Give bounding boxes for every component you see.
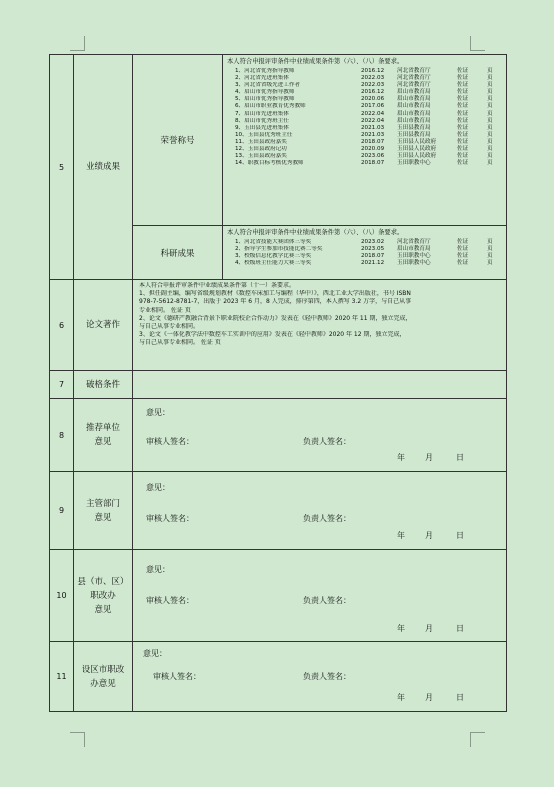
item-evidence: 佐证 <box>457 68 469 74</box>
title-line: 职改办 <box>90 590 116 601</box>
row-number: 11 <box>50 642 74 712</box>
row-opinion <box>50 642 507 712</box>
item-title: 9、玉田县先进班集体 <box>235 124 289 131</box>
item-issuer: 玉田县人民政府 <box>397 138 437 145</box>
item-issuer: 河北省教育厅 <box>397 239 431 245</box>
item-title: 2、指导学生参加市技能比赛二等奖 <box>235 246 323 253</box>
exception-content[interactable] <box>133 371 507 399</box>
item-date: 2021.03 <box>361 131 385 138</box>
item-title: 2、河北省先进班集体 <box>235 75 289 82</box>
item-title: 6、眉山市职业教育优秀教师 <box>235 103 306 110</box>
item-title: 1、河北省优秀指导教师 <box>235 68 295 74</box>
leader-signature-label: 负责人签名： <box>303 514 351 523</box>
date-year: 年 <box>397 693 405 702</box>
item-evidence: 佐证 <box>457 260 469 267</box>
opinion-label: 意见： <box>146 565 170 574</box>
item-date: 2018.07 <box>361 138 385 145</box>
row-number: 6 <box>50 280 74 371</box>
date-year: 年 <box>397 531 405 540</box>
item-date: 2020.06 <box>361 96 385 103</box>
item-page: 页 <box>487 124 493 131</box>
list-item <box>235 111 502 118</box>
title-line: 县（市、区） <box>77 576 129 587</box>
row-opinion <box>50 550 507 642</box>
item-title: 3、河北省省级先进工作者 <box>235 82 301 89</box>
item-date: 2016.12 <box>361 68 385 74</box>
item-date: 2018.07 <box>361 160 385 167</box>
title-line: 推荐单位 <box>85 423 120 433</box>
row-title-recommending-unit <box>74 399 133 472</box>
item-page: 页 <box>487 96 493 103</box>
row-title-exception: 破格条件 <box>74 371 133 399</box>
item-title: 10、玉田县优秀班主任 <box>235 131 293 138</box>
title-line: 办意见 <box>90 678 116 689</box>
opinion-cell[interactable] <box>133 472 507 550</box>
paragraph-line: 与自己从事专业相同。 <box>139 323 200 331</box>
date-month: 月 <box>425 453 433 462</box>
title-line: 意见 <box>94 512 112 523</box>
item-issuer: 眉山市教育局 <box>397 117 431 124</box>
item-issuer: 眉山市教育局 <box>397 89 431 96</box>
list-item <box>235 160 502 167</box>
item-issuer: 眉山市教育局 <box>397 96 431 103</box>
date-month: 月 <box>425 624 433 633</box>
item-page: 页 <box>487 160 493 167</box>
item-page: 页 <box>487 117 493 124</box>
honor-requirement: 本人符合申报评审条件中业绩成果条件第（六）、（八）条要求。 <box>227 58 404 65</box>
item-date: 2022.04 <box>361 117 385 124</box>
paragraph-line: 1、担任副主编，编写省级规划教材《数控车床加工与编程（华中）》，西北工业大学出版社，书号 ISBN <box>139 290 411 298</box>
paragraph-line: 3、论文《一体化教学法中数控车工实训中的应用》发表在《轻中教师》2020 年 12 期，独立完成， <box>139 331 406 339</box>
list-item <box>235 125 502 132</box>
row-number: 5 <box>50 55 74 280</box>
row-title-city-office <box>74 642 133 712</box>
item-date: 2020.09 <box>361 146 385 153</box>
crop-mark-top-left <box>70 36 85 51</box>
item-date: 2021.12 <box>361 260 385 267</box>
item-evidence: 佐证 <box>457 153 469 160</box>
date-year: 年 <box>397 624 405 633</box>
list-item <box>235 132 502 139</box>
item-evidence: 佐证 <box>457 110 469 117</box>
papers-paragraph <box>133 280 506 350</box>
item-title: 5、眉山市优秀指导教师 <box>235 96 295 103</box>
row-title-achievements: 业绩成果 <box>74 55 133 280</box>
item-issuer: 玉田县人民政府 <box>397 153 437 160</box>
title-line: 意见 <box>94 437 112 447</box>
item-evidence: 佐证 <box>457 124 469 131</box>
item-date: 2022.03 <box>361 82 385 89</box>
list-item <box>235 260 502 267</box>
item-page: 页 <box>487 89 493 96</box>
opinion-cell[interactable] <box>133 642 507 712</box>
item-date: 2023.06 <box>361 153 385 160</box>
item-title: 3、校级信息化教学比赛三等奖 <box>235 253 312 260</box>
item-evidence: 佐证 <box>457 131 469 138</box>
item-date: 2016.12 <box>361 89 385 96</box>
leader-signature-label: 负责人签名： <box>303 437 351 446</box>
item-evidence: 佐证 <box>457 253 469 260</box>
item-evidence: 佐证 <box>457 117 469 124</box>
item-issuer: 玉田县人民政府 <box>397 146 437 153</box>
item-evidence: 佐证 <box>457 75 469 82</box>
item-evidence: 佐证 <box>457 103 469 110</box>
honor-list <box>223 68 506 169</box>
item-page: 页 <box>487 75 493 82</box>
date-month: 月 <box>425 693 433 702</box>
item-title: 12、玉田县政府记功 <box>235 146 287 153</box>
reviewer-signature-label: 审核人签名： <box>146 514 194 523</box>
item-evidence: 佐证 <box>457 82 469 89</box>
paragraph-line: 2、论文《德研产教融合背景下职业院校企合作动力》发表在《轻中教师》2020 年 11 期，独立完成， <box>139 314 412 322</box>
reviewer-signature-label: 审核人签名： <box>146 596 194 605</box>
date-month: 月 <box>425 531 433 540</box>
item-evidence: 佐证 <box>457 160 469 167</box>
item-evidence: 佐证 <box>457 96 469 103</box>
item-evidence: 佐证 <box>457 239 469 245</box>
reviewer-signature-label: 审核人签名： <box>153 672 201 681</box>
item-evidence: 佐证 <box>457 146 469 153</box>
item-page: 页 <box>487 131 493 138</box>
research-requirement: 本人符合申报评审条件中业绩成果条件第（六）、（八）条要求。 <box>227 229 404 236</box>
list-item <box>235 103 502 110</box>
reviewer-signature-label: 审核人签名： <box>146 437 194 446</box>
opinion-label: 意见： <box>146 483 170 492</box>
item-page: 页 <box>487 82 493 89</box>
item-issuer: 眉山市教育局 <box>397 103 431 110</box>
item-issuer: 眉山市教育局 <box>397 246 431 253</box>
date-year: 年 <box>397 453 405 462</box>
item-evidence: 佐证 <box>457 89 469 96</box>
opinion-label: 意见： <box>146 408 170 417</box>
item-issuer: 玉田县教育局 <box>397 124 431 131</box>
item-title: 8、眉山市优秀班主任 <box>235 117 289 124</box>
item-page: 页 <box>487 253 493 260</box>
title-line: 主管部门 <box>85 498 120 509</box>
item-evidence: 佐证 <box>457 246 469 253</box>
paragraph-line: 本人符合申报评审条件中业绩成果条件第（十一）条要求。 <box>139 282 296 289</box>
item-issuer: 河北省教育厅 <box>397 75 431 82</box>
crop-mark-bottom-left <box>70 732 85 747</box>
item-issuer: 玉田职教中心 <box>397 253 431 260</box>
item-page: 页 <box>487 260 493 267</box>
item-date: 2022.04 <box>361 110 385 117</box>
crop-mark-bottom-right <box>470 732 485 747</box>
paragraph-line: 专业相同。 佐证 页 <box>139 306 191 314</box>
item-title: 13、玉田县政府嘉奖 <box>235 153 287 160</box>
item-issuer: 玉田职教中心 <box>397 160 431 167</box>
title-line: 意见 <box>94 604 112 615</box>
date-day: 日 <box>456 693 464 702</box>
opinion-cell[interactable] <box>133 399 507 472</box>
item-date: 2018.07 <box>361 253 385 260</box>
research-list <box>223 239 506 269</box>
item-page: 页 <box>487 153 493 160</box>
item-page: 页 <box>487 239 493 245</box>
row-number: 8 <box>50 399 74 472</box>
item-title: 7、眉山市先进班集体 <box>235 110 289 117</box>
row-number: 9 <box>50 472 74 550</box>
crop-mark-top-right <box>470 36 485 51</box>
item-date: 2023.05 <box>361 246 385 253</box>
item-title: 11、玉田县政府嘉奖 <box>235 138 287 145</box>
item-page: 页 <box>487 246 493 253</box>
row-title-supervising-dept <box>74 472 133 550</box>
research-content <box>223 226 507 280</box>
honor-content <box>223 55 507 226</box>
item-title: 14、职教目标考核优秀教师 <box>235 160 304 167</box>
item-date: 2021.03 <box>361 124 385 131</box>
item-evidence: 佐证 <box>457 138 469 145</box>
row-number: 10 <box>50 550 74 642</box>
application-form-table <box>49 54 507 712</box>
date-day: 日 <box>456 453 464 462</box>
item-page: 页 <box>487 110 493 117</box>
leader-signature-label: 负责人签名： <box>303 596 351 605</box>
leader-signature-label: 负责人签名： <box>303 672 351 681</box>
papers-content <box>133 280 507 371</box>
research-label: 科研成果 <box>133 226 223 280</box>
opinion-cell[interactable] <box>133 550 507 642</box>
list-item <box>235 118 502 125</box>
item-issuer: 河北省教育厅 <box>397 82 431 89</box>
row-opinion <box>50 472 507 550</box>
item-issuer: 玉田职教中心 <box>397 260 431 267</box>
item-date: 2023.02 <box>361 239 385 245</box>
date-day: 日 <box>456 624 464 633</box>
item-issuer: 河北省教育厅 <box>397 68 431 74</box>
row-opinion <box>50 399 507 472</box>
row-title-county-office <box>74 550 133 642</box>
honor-label: 荣誉称号 <box>133 55 223 226</box>
paragraph-line: 与自己从事专业相同。 佐证 页 <box>139 339 221 347</box>
row-papers <box>50 280 507 371</box>
item-issuer: 玉田县教育局 <box>397 131 431 138</box>
item-date: 2022.03 <box>361 75 385 82</box>
row-title-papers: 论文著作 <box>74 280 133 371</box>
opinion-label: 意见： <box>143 649 167 658</box>
row-number: 7 <box>50 371 74 399</box>
item-page: 页 <box>487 146 493 153</box>
paragraph-line: 978-7-5612-8781-7，出版于 2023 年 6 月，8 人完成，排序第四，本人撰写 3.2 万字，与自己从事 <box>139 298 412 306</box>
date-day: 日 <box>456 531 464 540</box>
item-title: 1、河北省技能大赛团体三等奖 <box>235 239 312 245</box>
row-achievements <box>50 55 507 226</box>
item-page: 页 <box>487 68 493 74</box>
list-item <box>235 139 502 146</box>
item-issuer: 眉山市教育局 <box>397 110 431 117</box>
item-title: 4、眉山市优秀指导教师 <box>235 89 295 96</box>
item-page: 页 <box>487 103 493 110</box>
item-date: 2017.06 <box>361 103 385 110</box>
item-page: 页 <box>487 138 493 145</box>
item-title: 4、校级班主任能力大赛三等奖 <box>235 260 312 267</box>
row-exception <box>50 371 507 399</box>
title-line: 设区市职改 <box>81 664 125 675</box>
